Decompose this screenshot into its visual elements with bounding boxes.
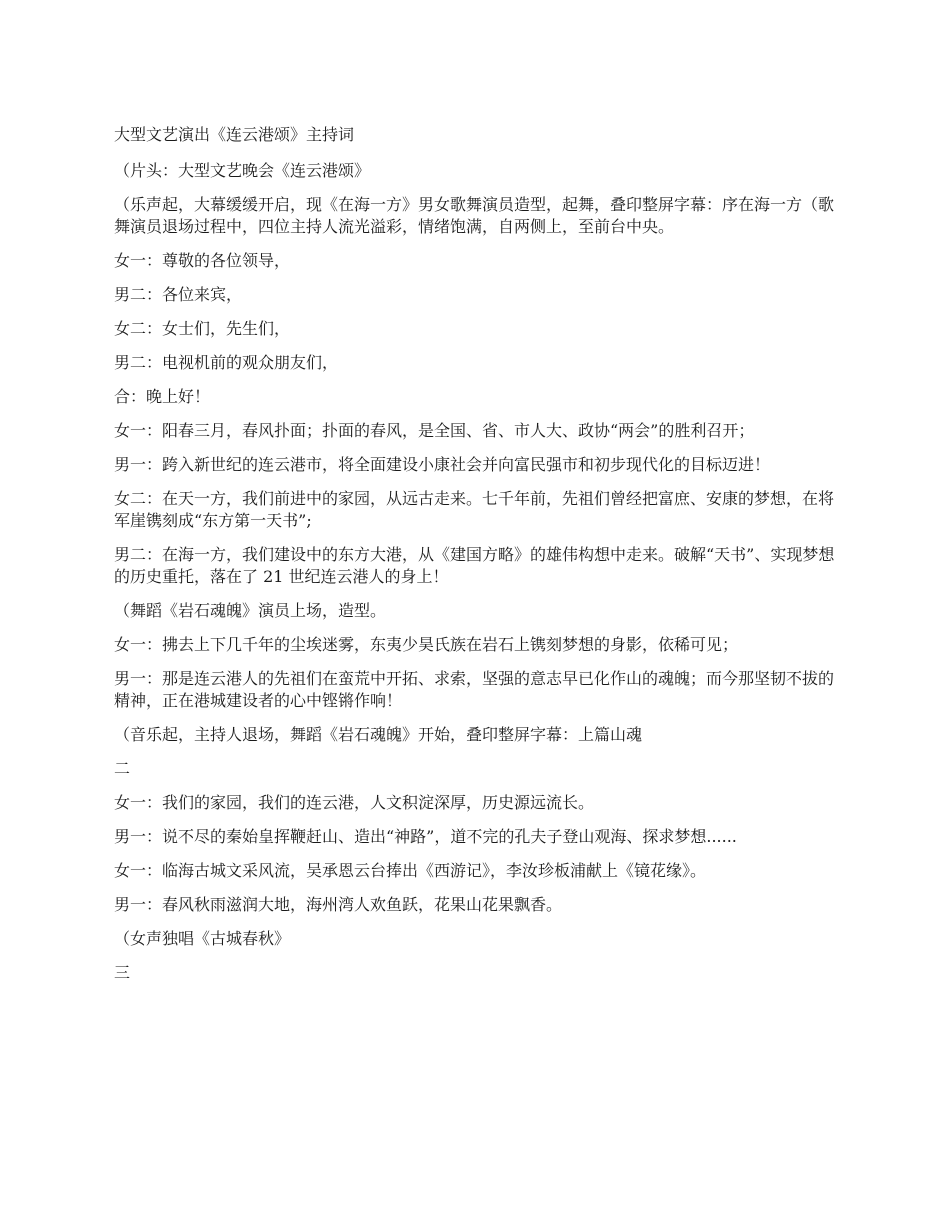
paragraph: （音乐起，主持人退场，舞蹈《岩石魂魄》开始，叠印整屏字幕：上篇山魂 (114, 725, 643, 744)
document-title: 大型文艺演出《连云港颂》主持词 (114, 125, 355, 144)
paragraph: （乐声起，大幕缓缓开启，现《在海一方》男女歌舞演员造型，起舞，叠印整屏字幕：序在海一方（歌舞演员退场过程中，四位主持人流光溢彩，情绪饱满，自两侧上，至前台中央。 (114, 195, 835, 236)
paragraph: 女一：尊敬的各位领导， (114, 251, 291, 270)
section-number: 三 (114, 963, 131, 982)
paragraph: 女一：临海古城文采风流，吴承恩云台捧出《西游记》，李汝珍板浦献上《镜花缘》。 (114, 861, 707, 880)
paragraph: 男一：说不尽的秦始皇挥鞭赶山、造出“神路”，道不完的孔夫子登山观海、探求梦想...... (114, 827, 737, 846)
paragraph: 女二：女士们，先生们， (114, 319, 291, 338)
paragraph: 男一：那是连云港人的先祖们在蛮荒中开拓、求索，坚强的意志早已化作山的魂魄；而今那坚韧不拔的精神，正在港城建设者的心中铿锵作响！ (114, 669, 835, 710)
section-number: 二 (114, 759, 131, 778)
paragraph: 合：晚上好！ (114, 387, 211, 406)
paragraph: （片头：大型文艺晚会《连云港颂》 (114, 161, 371, 180)
paragraph: （女声独唱《古城春秋》 (114, 929, 291, 948)
paragraph: 男二：在海一方，我们建设中的东方大港，从《建国方略》的雄伟构想中走来。破解“天书”、实现梦想的历史重托，落在了 21 世纪连云港人的身上！ (114, 545, 835, 586)
paragraph: （舞蹈《岩石魂魄》演员上场，造型。 (114, 601, 387, 620)
paragraph: 女一：阳春三月，春风扑面；扑面的春风，是全国、省、市人大、政协“两会”的胜利召开； (114, 421, 755, 440)
paragraph: 男一：春风秋雨滋润大地，海州湾人欢鱼跃，花果山花果飘香。 (114, 895, 563, 914)
paragraph: 女二：在天一方，我们前进中的家园，从远古走来。七千年前，先祖们曾经把富庶、安康的梦想，在将军崖镌刻成“东方第一天书”; (114, 489, 835, 530)
paragraph: 男一：跨入新世纪的连云港市，将全面建设小康社会并向富民强市和初步现代化的目标迈进！ (114, 455, 771, 474)
paragraph: 女一：我们的家园，我们的连云港，人文积淀深厚，历史源远流长。 (114, 793, 595, 812)
paragraph: 女一：拂去上下几千年的尘埃迷雾，东夷少昊氏族在岩石上镌刻梦想的身影，依稀可见； (114, 635, 739, 654)
paragraph: 男二：电视机前的观众朋友们， (114, 353, 339, 372)
paragraph: 男二：各位来宾， (114, 285, 243, 304)
document-body (114, 124, 844, 996)
